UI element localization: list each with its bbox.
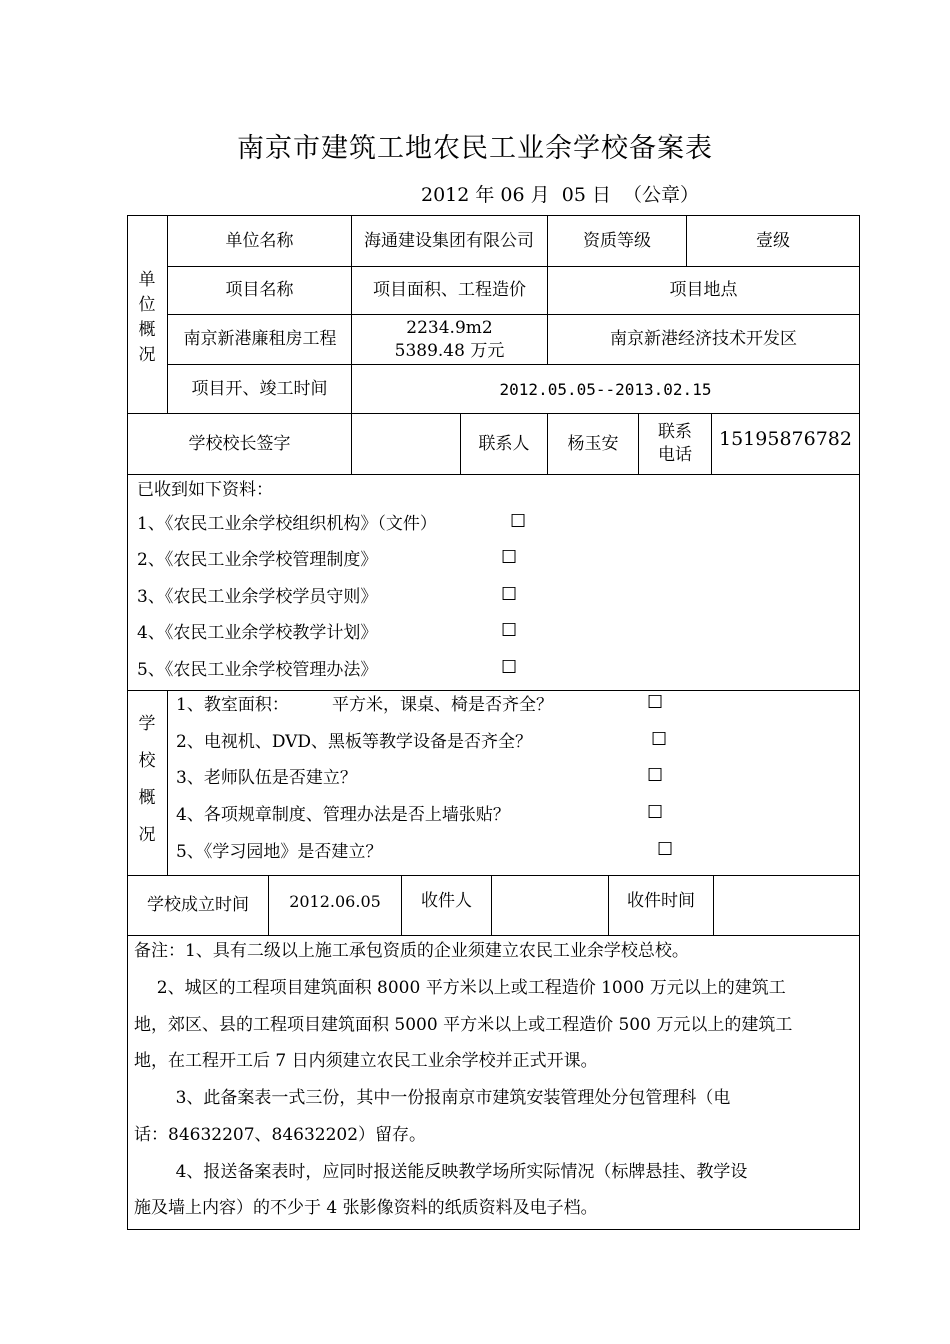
- note-line: 3、此备案表一式三份，其中一份报南京市建筑安装管理处分包管理科（电: [154, 1088, 731, 1108]
- note-line: 地，郊区、县的工程项目建筑面积 5000 平方米以上或工程造价 500 万元以上的建筑工: [134, 1015, 793, 1035]
- qualification-label: 资质等级: [583, 230, 651, 251]
- document-item: 5、《农民工业余学校管理办法》: [137, 660, 378, 680]
- school-item: 2、电视机、DVD、黑板等教学设备是否齐全？: [176, 732, 533, 752]
- date-line: 2012 年 06 月 05 日 （公章）: [421, 184, 700, 206]
- area-value: 2234.9m2: [406, 317, 493, 338]
- receive-time-value[interactable]: [714, 876, 859, 935]
- school-checkbox[interactable]: ☐: [647, 692, 664, 713]
- note-line: 话：84632207、84632202）留存。: [134, 1125, 427, 1145]
- document-checkbox[interactable]: ☐: [501, 620, 518, 641]
- note-line: 施及墙上内容）的不少于 4 张影像资料的纸质资料及电子档。: [134, 1198, 598, 1218]
- school-checkbox[interactable]: ☐: [647, 802, 664, 823]
- document-item: 2、《农民工业余学校管理制度》: [137, 550, 378, 570]
- school-item: 4、各项规章制度、管理办法是否上墙张贴？: [176, 805, 510, 825]
- document-checkbox[interactable]: ☐: [501, 547, 518, 568]
- receiver-value[interactable]: [492, 876, 608, 935]
- note-line: 4、报送备案表时，应同时报送能反映教学场所实际情况（标牌悬挂、教学设: [154, 1162, 748, 1182]
- unit-name-value: 海通建设集团有限公司: [364, 230, 534, 251]
- area-cost-label: 项目面积、工程造价: [373, 280, 526, 300]
- receiver-label: 收件人: [421, 890, 472, 911]
- cost-value: 5389.48 万元: [394, 340, 505, 361]
- receive-time-label: 收件时间: [627, 890, 695, 911]
- location-label: 项目地点: [669, 280, 738, 300]
- project-name-value: 南京新港廉租房工程: [183, 329, 337, 349]
- document-checkbox[interactable]: ☐: [501, 657, 518, 678]
- document-item: 4、《农民工业余学校教学计划》: [137, 623, 378, 643]
- page-title: 南京市建筑工地农民工业余学校备案表: [237, 133, 713, 164]
- note-line: 备注：1、具有二级以上施工承包资质的企业须建立农民工业余学校总校。: [134, 941, 689, 961]
- founding-value: 2012.06.05: [289, 891, 381, 911]
- documents-heading: 已收到如下资料：: [137, 480, 273, 500]
- period-label: 项目开、竣工时间: [191, 378, 328, 399]
- contact-value: 杨玉安: [567, 433, 619, 454]
- phone-label: 联系电话: [658, 422, 692, 465]
- school-checkbox[interactable]: ☐: [651, 729, 668, 750]
- document-checkbox[interactable]: ☐: [501, 584, 518, 605]
- document-checkbox[interactable]: ☐: [510, 511, 527, 532]
- area-cost-value: [352, 315, 547, 364]
- school-checkbox[interactable]: ☐: [657, 839, 674, 860]
- founding-label: 学校成立时间: [147, 895, 249, 915]
- document-item: 1、《农民工业余学校组织机构》（文件）: [137, 514, 437, 534]
- note-line: 地，在工程开工后 7 日内须建立农民工业余学校并正式开课。: [134, 1051, 598, 1071]
- qualification-value: 壹级: [756, 230, 790, 251]
- note-line: 2、城区的工程项目建筑面积 8000 平方米以上或工程造价 1000 万元以上的建筑工: [146, 978, 786, 998]
- signature-label: 学校校长签字: [188, 433, 291, 454]
- unit-name-label: 单位名称: [225, 230, 294, 251]
- school-item: 3、老师队伍是否建立？: [176, 768, 357, 788]
- school-checkbox[interactable]: ☐: [647, 765, 664, 786]
- location-value: 南京新港经济技术开发区: [610, 329, 797, 349]
- phone-value: 15195876782: [719, 427, 852, 450]
- contact-label: 联系人: [478, 433, 530, 454]
- project-name-label: 项目名称: [225, 280, 294, 300]
- document-item: 3、《农民工业余学校学员守则》: [137, 587, 378, 607]
- period-value: 2012.05.05--2013.02.15: [499, 379, 712, 399]
- school-item: 1、教室面积： 平方米，课桌、椅是否齐全？: [176, 695, 554, 715]
- school-item: 5、《学习园地》是否建立？: [176, 842, 383, 862]
